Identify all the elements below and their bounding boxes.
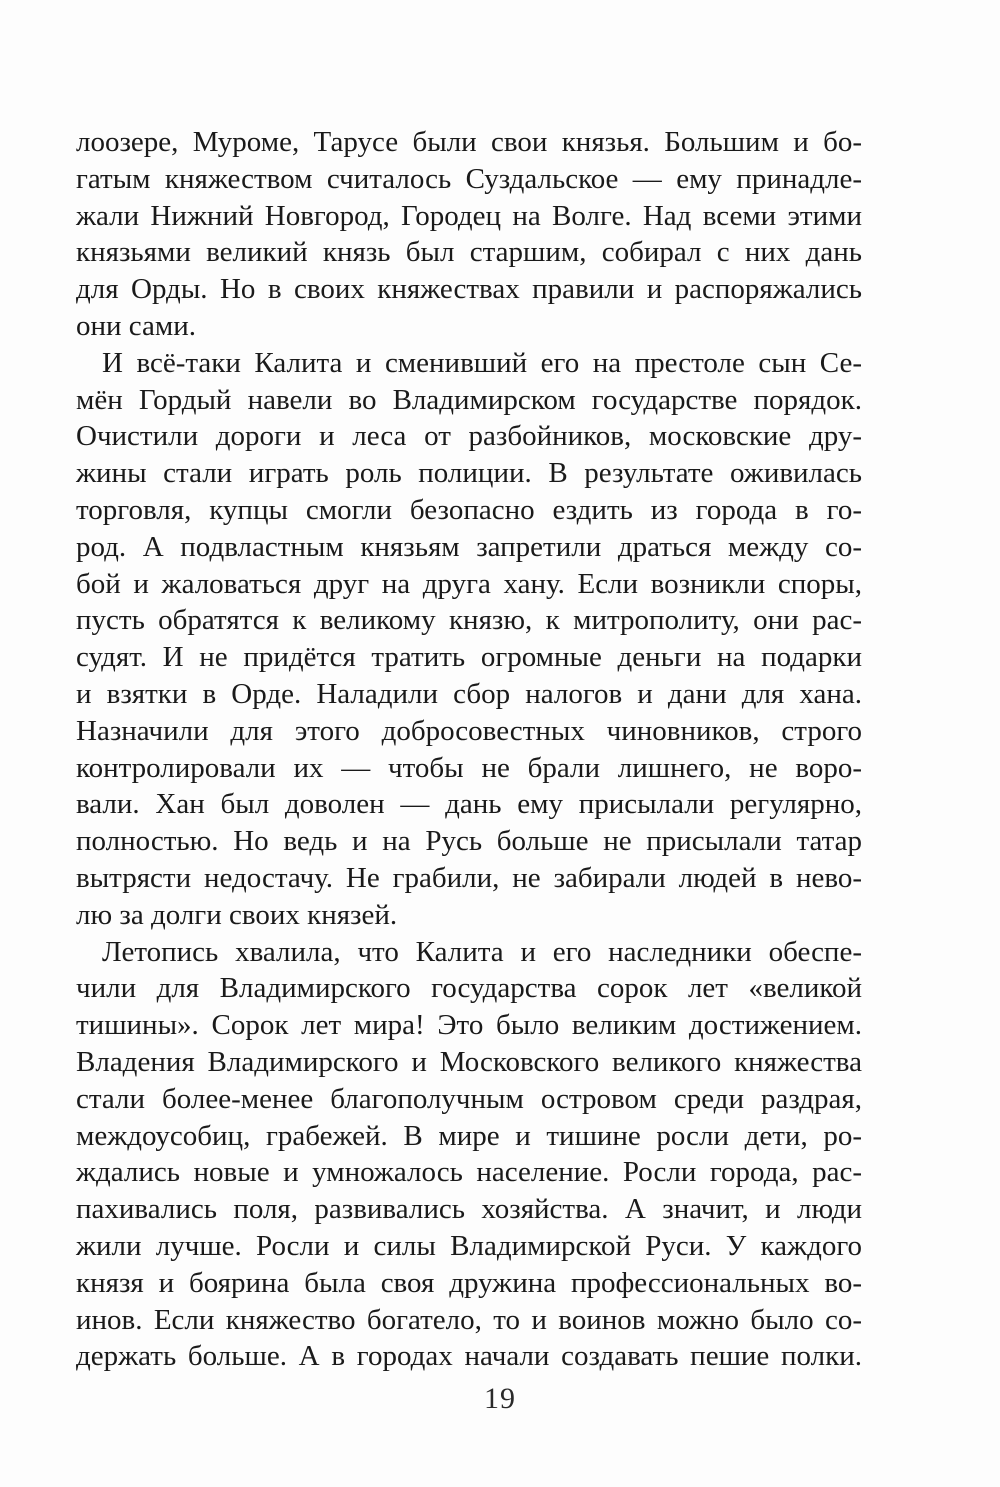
text-line: И всё-таки Калита и сменивший его на престоле сын Се- xyxy=(102,346,862,379)
text-line: они сами. xyxy=(76,309,197,342)
text-line: Летопись хвалила, что Калита и его наследники обеспе- xyxy=(102,935,862,968)
text-line: судят. И не придётся тратить огромные деньги на подарки xyxy=(76,641,862,674)
text-line: чили для Владимирского государства сорок лет «великой xyxy=(76,972,862,1005)
page-number: 19 xyxy=(484,1382,516,1415)
text-line: контролировали их — чтобы не брали лишнего, не воро- xyxy=(76,751,862,784)
text-line: князьями великий князь был старшим, собирал с них дань xyxy=(76,236,862,269)
text-line: полностью. Но ведь и на Русь больше не присылали татар xyxy=(76,825,862,858)
text-line: Владения Владимирского и Московского великого княжества xyxy=(76,1045,862,1078)
text-line: жили лучше. Росли и силы Владимирской Руси. У каждого xyxy=(76,1229,862,1262)
text-line: стали более-менее благополучным островом среди раздрая, xyxy=(76,1082,862,1115)
text-line: вытрясти недостачу. Не грабили, не забирали людей в нево- xyxy=(76,861,862,894)
text-line: лоозере, Муроме, Тарусе были свои князья. Большим и бо- xyxy=(76,126,862,158)
text-line: ждались новые и умножалось население. Росли города, рас- xyxy=(76,1156,862,1189)
text-line: гатым княжеством считалось Суздальское — ему принадле- xyxy=(76,162,862,195)
text-line: торговля, купцы смогли безопасно ездить из города в го- xyxy=(76,493,862,526)
text-line: Очистили дороги и леса от разбойников, московские дру- xyxy=(76,420,862,453)
text-line: князя и боярина была своя дружина профессиональных во- xyxy=(76,1266,862,1299)
text-line: держать больше. А в городах начали создавать пешие полки. xyxy=(76,1340,862,1373)
text-line: род. А подвластным князьям запретили драться между со- xyxy=(76,530,862,563)
text-line: междоусобиц, грабежей. В мире и тишине росли дети, ро- xyxy=(76,1119,862,1152)
text-line: инов. Если княжество богатело, то и воинов можно было со- xyxy=(76,1303,862,1336)
text-line: вали. Хан был доволен — дань ему присылали регулярно, xyxy=(76,788,862,821)
text-line: для Орды. Но в своих княжествах правили и распоряжались xyxy=(76,273,862,306)
text-line: жали Нижний Новгород, Городец на Волге. Над всеми этими xyxy=(76,199,862,232)
text-line: мён Гордый навели во Владимирском государстве порядок. xyxy=(76,383,862,416)
text-line: пусть обратятся к великому князю, к митрополиту, они рас- xyxy=(76,604,862,637)
text-line: жины стали играть роль полиции. В результате оживилась xyxy=(76,457,862,490)
body-text xyxy=(76,124,862,1375)
text-line: Назначили для этого добросовестных чиновников, строго xyxy=(76,714,862,747)
text-line: лю за долги своих князей. xyxy=(76,898,398,931)
text-line: бой и жаловаться друг на друга хану. Если возникли споры, xyxy=(76,567,862,600)
text-line: тишины». Сорок лет мира! Это было великим достижением. xyxy=(76,1009,862,1042)
text-line: и взятки в Орде. Наладили сбор налогов и дани для хана. xyxy=(76,677,862,710)
text-line: пахивались поля, развивались хозяйства. А значит, и люди xyxy=(76,1193,862,1226)
